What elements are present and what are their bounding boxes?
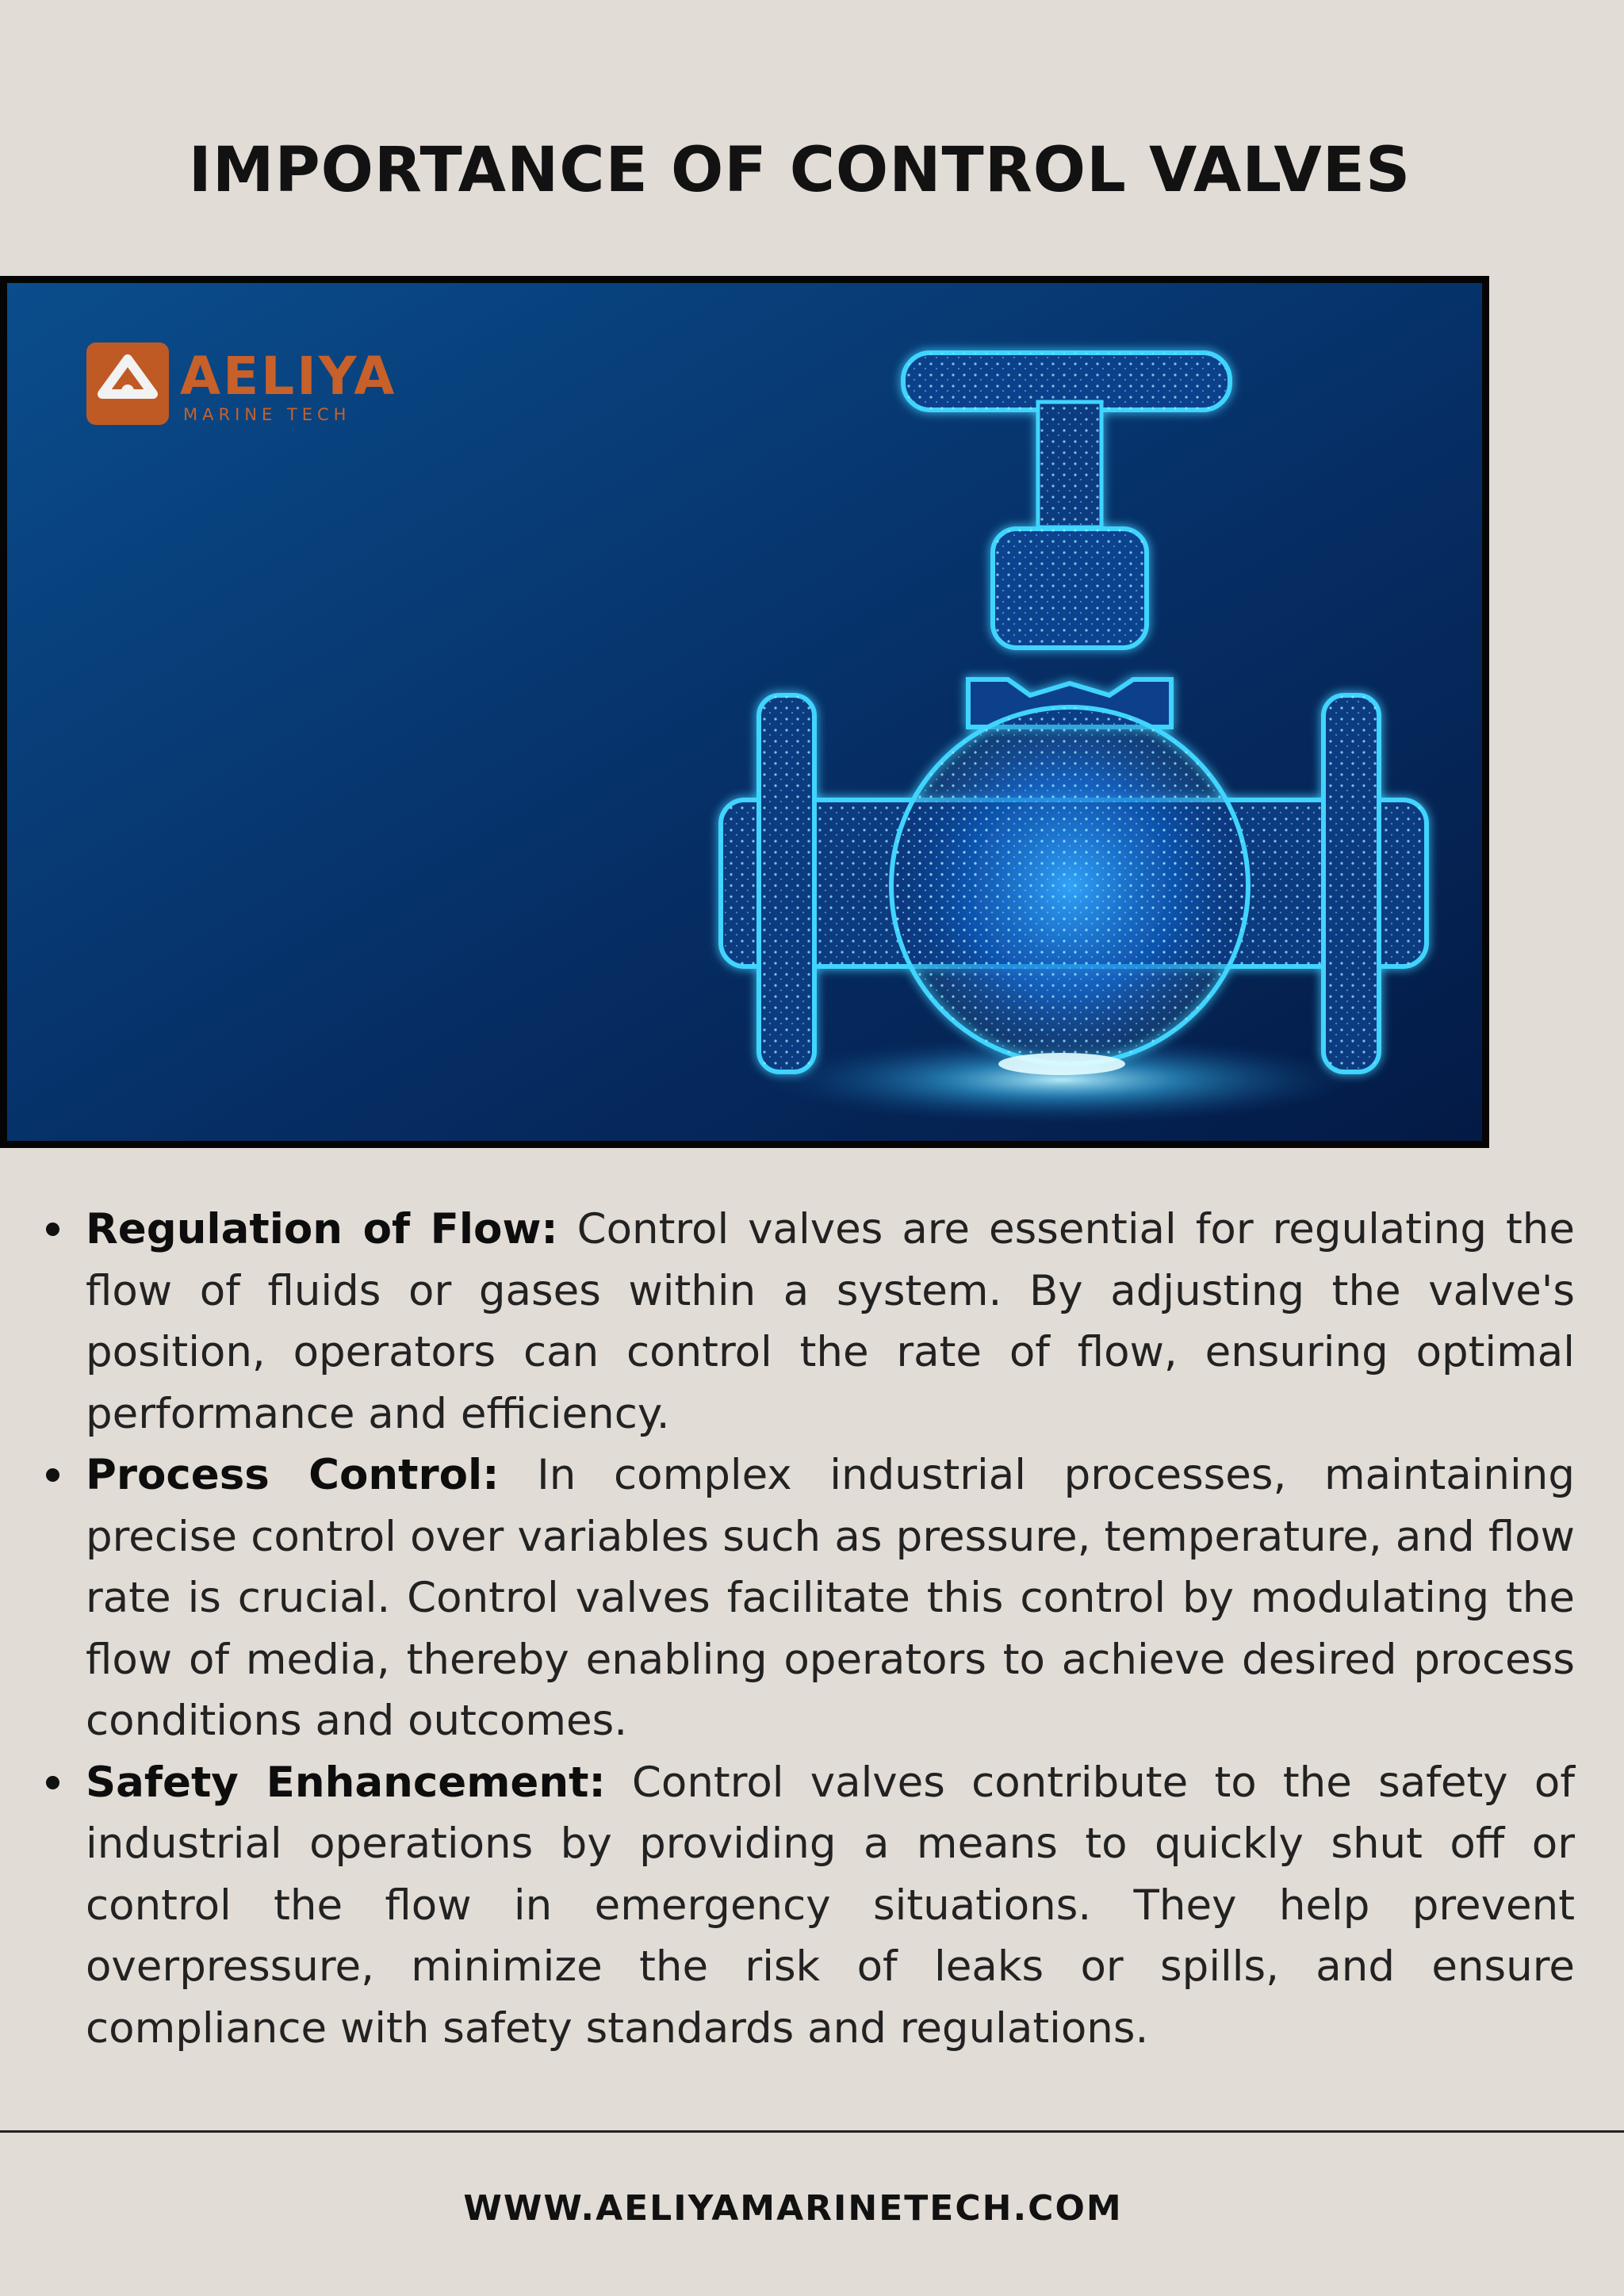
bullet-term: Safety Enhancement: xyxy=(86,1758,606,1807)
bullet-safety-enhancement xyxy=(40,1752,1575,2060)
footer-website-link[interactable]: WWW.AELIYAMARINETECH.COM xyxy=(463,2188,1123,2229)
bullet-dot-icon xyxy=(46,1776,59,1789)
company-logo xyxy=(86,342,396,425)
bullet-process-control xyxy=(40,1445,1575,1752)
bullet-dot-icon xyxy=(46,1468,59,1482)
hero-image xyxy=(0,276,1489,1148)
bullet-term: Regulation of Flow: xyxy=(86,1205,558,1253)
footer-divider xyxy=(0,2130,1624,2133)
logo-brand: AELIYA xyxy=(180,346,397,407)
bullet-list xyxy=(40,1199,1575,2059)
bullet-regulation-of-flow xyxy=(40,1199,1575,1445)
page-title: IMPORTANCE OF CONTROL VALVES xyxy=(188,135,1411,206)
bullet-term: Process Control: xyxy=(86,1451,500,1499)
logo-tagline: MARINE TECH xyxy=(183,405,351,424)
content-section xyxy=(40,1199,1575,2059)
hero-illustration xyxy=(7,283,1482,1141)
bullet-dot-icon xyxy=(46,1223,59,1236)
bullet-text: Control valves contribute to the safety of industrial operations by providing a means to quickly shut off or control the flow in emergency situations. They help prevent overpressure, minimize the risk of leaks or spills, and ensure compliance with safety standards and regulations. xyxy=(86,1758,1575,2053)
bullet-text: Control valves are essential for regulating the flow of fluids or gases within a system. By adjusting the valve's position, operators can control the rate of flow, ensuring optimal performance and efficiency. xyxy=(86,1205,1575,1438)
bullet-text: In complex industrial processes, maintaining precise control over variables such as pressure, temperature, and flow rate is crucial. Control valves facilitate this control by modulating the flow of media, thereby enabling operators to achieve desired process conditions and outcomes. xyxy=(86,1451,1575,1745)
